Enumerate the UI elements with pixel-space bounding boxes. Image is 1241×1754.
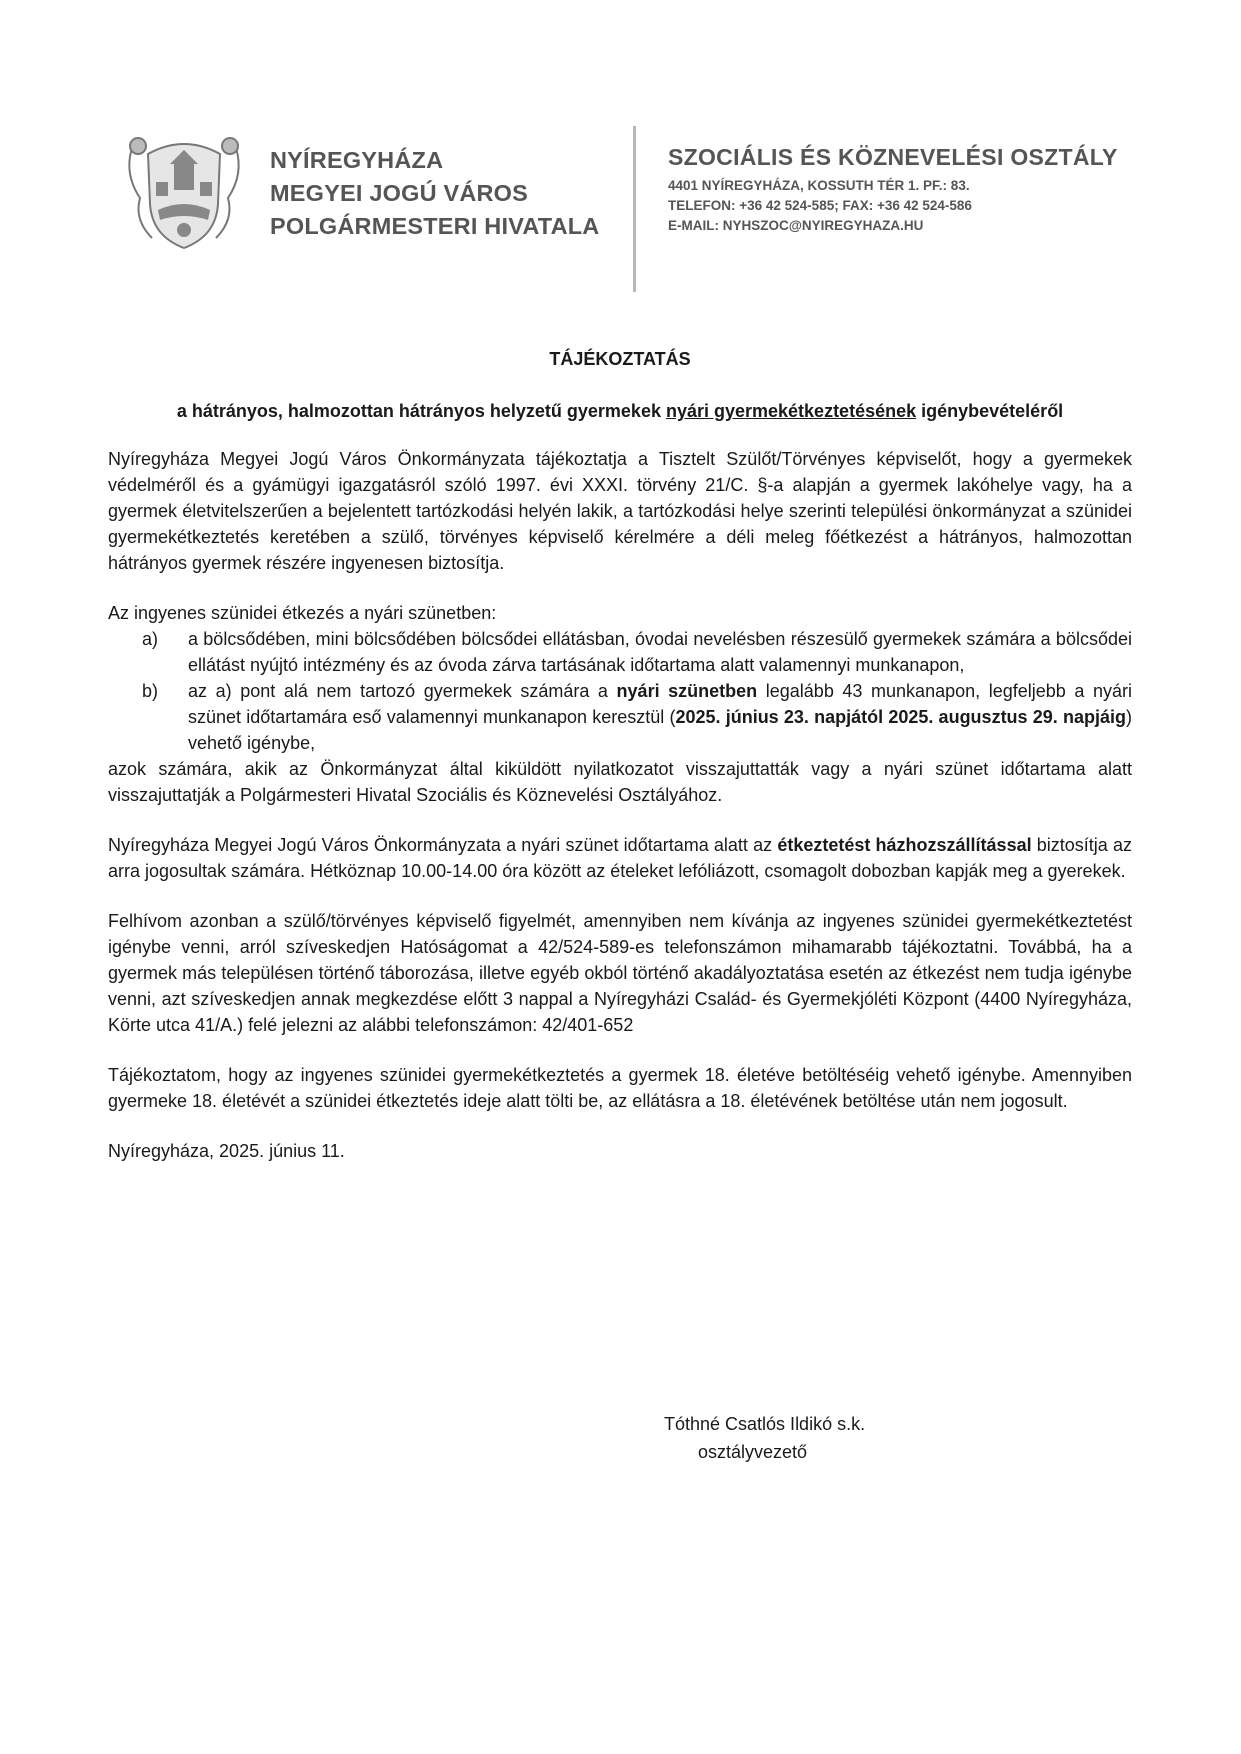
paragraph-1: Nyíregyháza Megyei Jogú Város Önkormányzata tájékoztatja a Tisztelt Szülőt/Törvényes képviselőt, hogy a gyermekek védelméről és a gyámügyi igazgatásról szóló 1997. évi XXXI. törvény 21/C. §-a alapján a gyermek lakóhelye vagy, ha a gyermek életvitelszerűen a bejelentett tartózkodási helyén lakik, a tartózkodási helye szerinti települési önkormányzat a szünidei gyermekétkeztetés keretében a szülő, törvényes képviselő kérelmére a déli meleg főétkezést a hátrányos, halmozottan hátrányos gyermek részére ingyenesen biztosítja. bbox=[108, 449, 1132, 573]
list-marker: a) bbox=[142, 629, 159, 649]
eligibility-list bbox=[108, 626, 1132, 756]
subtitle-underlined: nyári gyermekétkeztetésének bbox=[665, 401, 917, 421]
document-subtitle bbox=[108, 398, 1132, 424]
date-line: Nyíregyháza, 2025. június 11. bbox=[108, 1141, 345, 1161]
paragraph-3 bbox=[108, 832, 1132, 884]
department-title: SZOCIÁLIS ÉS KÖZNEVELÉSI OSZTÁLY bbox=[668, 144, 1118, 170]
org-line-2: MEGYEI JOGÚ VÁROS bbox=[270, 180, 529, 206]
department-address: 4401 NYÍREGYHÁZA, KOSSUTH TÉR 1. PF.: 83. bbox=[668, 178, 970, 193]
paragraph-5: Tájékoztatom, hogy az ingyenes szünidei gyermekétkeztetés a gyermek 18. életéve betöltéséig vehető igénybe. Amennyiben gyermeke 18. életévét a szünidei étkeztetés ideje alatt tölti be, az ellátásra a 18. életévének betöltése után nem jogosult. bbox=[108, 1065, 1132, 1111]
after-list-text: azok számára, akik az Önkormányzat által kiküldött nyilatkozatot visszajuttatták vagy a nyári szünet időtartama alatt visszajuttatják a Polgármesteri Hivatal Szociális és Köznevelési Osztályához. bbox=[108, 759, 1132, 805]
item-b-text-2: legalább 43 munkanapon, legfeljebb a nyári szünet időtartamára eső valamennyi munkanapon keresztül ( bbox=[188, 681, 1132, 727]
signatory-name: Tóthné Csatlós Ildikó s.k. bbox=[664, 1414, 866, 1434]
document-title: TÁJÉKOZTATÁS bbox=[549, 349, 691, 369]
list-intro: Az ingyenes szünidei étkezés a nyári szünetben: bbox=[108, 603, 497, 623]
city-crest-icon bbox=[118, 124, 250, 256]
department-block bbox=[668, 144, 1118, 236]
subtitle-text-end: igénybevételéről bbox=[916, 401, 1064, 421]
paragraph-4: Felhívom azonban a szülő/törvényes képviselő figyelmét, amennyiben nem kívánja az ingyenes szünidei gyermekétkeztetést igénybe venni, arról szíveskedjen Hatóságomat a 42/524-589-es telefonszámon mihamarabb tájékoztatni. Továbbá, ha a gyermek más településen történő táborozása, illetve egyéb okból történő akadályoztatása esetén az étkezést nem tudja igénybe venni, azt szíveskedjen annak megkezdése előtt 3 nappal a Nyíregyházi Család- és Gyermekjóléti Központ (4400 Nyíregyháza, Körte utca 41/A.) felé jelezni az alábbi telefonszámon: 42/401-652 bbox=[108, 911, 1132, 1035]
item-b-text-1: az a) pont alá nem tartozó gyermekek számára a bbox=[188, 681, 617, 701]
list-marker: b) bbox=[142, 681, 159, 701]
list-item bbox=[108, 626, 1132, 678]
signatory-role: osztályvezető bbox=[698, 1442, 808, 1462]
org-line-1: NYÍREGYHÁZA bbox=[270, 147, 444, 173]
document-body bbox=[108, 346, 1132, 1164]
list-item bbox=[108, 678, 1132, 756]
signature-block bbox=[664, 1410, 865, 1466]
p3-bold: étkeztetést házhozszállítással bbox=[777, 835, 1032, 855]
p3-text-2: biztosítja az arra jogosultak számára. Hétköznap 10.00-14.00 óra között az ételeket lefóliázott, csomagolt dobozban kapják meg a gyerekek. bbox=[108, 835, 1132, 881]
subtitle-text-start: a hátrányos, halmozottan hátrányos helyzetű gyermekek bbox=[176, 401, 666, 421]
department-phone: TELEFON: +36 42 524-585; FAX: +36 42 524-586 bbox=[668, 198, 972, 213]
org-line-3: POLGÁRMESTERI HIVATALA bbox=[270, 213, 600, 239]
department-email: E-MAIL: NYHSZOC@NYIREGYHAZA.HU bbox=[668, 218, 924, 233]
organization-name bbox=[270, 144, 599, 243]
p3-text-1: Nyíregyháza Megyei Jogú Város Önkormányzata a nyári szünet időtartama alatt az bbox=[108, 835, 778, 855]
item-b-bold-2: 2025. június 23. napjától 2025. augusztus 29. napjáig bbox=[675, 707, 1126, 727]
item-b-bold-1: nyári szünetben bbox=[616, 681, 758, 701]
item-b-text-3: ) vehető igénybe, bbox=[188, 707, 1132, 753]
header-divider bbox=[633, 126, 636, 292]
list-item-text: a bölcsődében, mini bölcsődében bölcsődei ellátásban, óvodai nevelésben részesülő gyermekek számára a bölcsődei ellátást nyújtó intézmény és az óvoda zárva tartásának időtartama alatt valamennyi munkanapon, bbox=[188, 629, 1132, 675]
list-item-text bbox=[188, 681, 1132, 753]
letterhead bbox=[118, 120, 1138, 290]
